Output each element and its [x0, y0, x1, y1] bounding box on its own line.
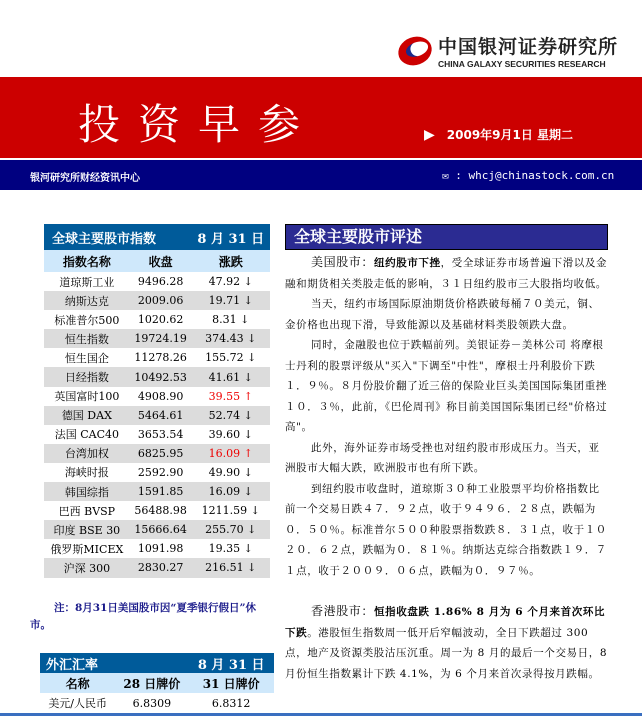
- table-row: [44, 406, 270, 425]
- cell-close: 1020.62: [137, 313, 184, 327]
- cell-name: 巴西 BVSP: [58, 504, 116, 518]
- cell-close: 2830.27: [130, 558, 192, 577]
- cell-name: 纳斯达克: [44, 291, 130, 310]
- cell-change: 41.61 ↓: [191, 367, 270, 386]
- hk-headline: 恒指收盘跌 1.86% 8 月为 6 个月来首次环比下跌: [285, 606, 606, 639]
- cell-close: 56488.98: [134, 504, 187, 518]
- cell-close: 1591.85: [130, 482, 192, 501]
- cell-name: 恒生国企: [64, 351, 109, 365]
- col-header: 指数名称: [44, 250, 130, 272]
- cell-change: 39.60 ↓: [208, 427, 253, 441]
- table-row: [44, 520, 270, 539]
- paragraph: 当天，纽约市场国际原油期货价格跌破每桶７０美元，铜、金价格也出现下滑，导致能源以及基础材料类股领跌大盘。: [285, 298, 600, 331]
- table-row: [44, 387, 270, 406]
- table-row: [44, 291, 270, 310]
- col-header: 31 日牌价: [188, 673, 274, 693]
- cell-close: 10492.53: [130, 367, 192, 386]
- cell-change: 47.92 ↓: [208, 275, 253, 289]
- table-title: 全球主要股市指数: [44, 224, 191, 250]
- date-text: 2009年9月1日 星期二: [446, 128, 574, 142]
- cell-change: 19.71 ↓: [191, 291, 270, 310]
- col-header: 收盘: [130, 250, 192, 272]
- table-row: [44, 501, 270, 520]
- company-logo: [398, 32, 618, 69]
- col-header: 涨跌: [191, 250, 270, 272]
- cell-close: 11278.26: [134, 351, 187, 365]
- cell-change: 16.09 ↓: [191, 482, 270, 501]
- table-row: [44, 348, 270, 367]
- col-header: 28 日牌价: [115, 673, 188, 693]
- cell-name: 沪深 300: [44, 558, 130, 577]
- us-lead: 美国股市：: [311, 255, 375, 269]
- fx-28: 6.8309: [132, 696, 172, 710]
- fx-table: [40, 653, 274, 713]
- paragraph: [285, 601, 610, 684]
- report-date: [424, 126, 573, 143]
- cell-change: 155.72 ↓: [205, 351, 257, 365]
- table-date: 8 月 31 日: [188, 653, 274, 673]
- paragraph: 到纽约股市收盘时，道琼斯３０种工业股票平均价格指数比前一个交易日跌４７．９２点，收于９４９６．２８点，跌幅为０．５０％。标准普尔５００种股票指数跌８．３１点，收于１０２０．６２点，跌幅为０．８１％。纳斯达克综合指数跌１９．７１点，收于２００９．０６点，跌幅为０．９７％。: [285, 482, 607, 577]
- cell-name: 台湾加权: [44, 444, 130, 463]
- table-row: [44, 425, 270, 444]
- fx-31: 6.8312: [211, 696, 251, 710]
- global-index-table: [44, 224, 270, 578]
- cell-name: 标准普尔500: [54, 313, 120, 327]
- cell-close: 6825.95: [130, 444, 192, 463]
- table-row: [44, 272, 270, 291]
- cell-change: 19.35 ↓: [208, 542, 253, 556]
- holiday-note: 注：8月31日美国股市因“夏季银行假日”休市。: [30, 602, 256, 631]
- cell-change: 52.74 ↓: [191, 406, 270, 425]
- paragraph: 同时，金融股也位于跌幅前列。美银证券－美林公司 将摩根士丹利的股票评级从"买入"下调至"中性"，摩根士丹利股价下跌１．９％。８月份股价翻了近三倍的保险业巨头美国国际集团重挫１０．３％，此前，《巴伦周刊》称目前美国国际集团已经"价格过高"。: [285, 339, 608, 433]
- table-date: 8 月 31 日: [191, 224, 270, 250]
- cell-close: 2592.90: [137, 465, 184, 479]
- cell-name: 韩国综指: [44, 482, 130, 501]
- table-row: [40, 693, 274, 713]
- table-row: [44, 329, 270, 348]
- cell-change: 8.31 ↓: [212, 313, 250, 327]
- cell-name: 海峡时报: [64, 466, 109, 480]
- review-body: [285, 252, 610, 684]
- cell-name: 德国 DAX: [44, 406, 130, 425]
- cell-close: 3653.54: [137, 427, 184, 441]
- paragraph: 此外，海外证券市场受挫也对纽约股市形成压力。当天，亚洲股市大幅大跌，欧洲股市也有所下跌。: [285, 441, 600, 474]
- cell-name: 俄罗斯MICEX: [50, 542, 124, 556]
- table-row: [44, 367, 270, 386]
- cell-name: 印度 BSE 30: [44, 520, 130, 539]
- cell-name: 英国富时100: [54, 390, 120, 404]
- cell-name: 恒生指数: [44, 329, 130, 348]
- cell-close: 5464.61: [130, 406, 192, 425]
- cell-change: 16.09 ↑: [191, 444, 270, 463]
- cell-name: 道琼斯工业: [59, 275, 115, 289]
- play-arrow-icon: ▶: [424, 127, 435, 143]
- center-name: 银河研究所财经资讯中心: [30, 173, 140, 184]
- fx-name: 美元/人民币: [48, 697, 108, 710]
- cell-close: 15666.64: [130, 520, 192, 539]
- text: ，受全球证券市场普遍下滑以及金融和期货相关类股走低的影响，３１日纽约股市三大股指均收低。: [285, 257, 608, 290]
- report-title: 投资早参: [78, 100, 319, 149]
- cell-close: 19724.19: [130, 329, 192, 348]
- cell-change: 1211.59 ↓: [201, 504, 260, 518]
- cell-name: 法国 CAC40: [54, 428, 119, 442]
- email-link[interactable]: ✉ : whcj@chinastock.com.cn: [442, 169, 615, 182]
- table-row: [44, 558, 270, 577]
- paragraph: [285, 252, 610, 294]
- table-row: [44, 539, 270, 558]
- cell-change: 39.55 ↑: [208, 389, 253, 403]
- text: 。港股恒生指数周一低开后窄幅波动，全日下跌超过 300 点，地产及资源类股沽压沉重。周一为 8 月的最后一个交易日，8 月份恒生指数累计下跌 4.1%，为 6 个月来首次录得按月跌幅。: [285, 626, 608, 680]
- col-header: 名称: [40, 673, 115, 693]
- cell-close: 9496.28: [137, 275, 184, 289]
- cell-change: 216.51 ↓: [191, 558, 270, 577]
- galaxy-logo-icon: [394, 32, 436, 70]
- org-name-cn: 中国银河证券研究所: [438, 36, 619, 58]
- us-headline: 纽约股市下挫: [374, 257, 441, 269]
- cell-change: 49.90 ↓: [208, 465, 253, 479]
- table-row: [44, 444, 270, 463]
- cell-close: 1091.98: [137, 542, 184, 556]
- table-row: [44, 482, 270, 501]
- org-name-en: CHINA GALAXY SECURITIES RESEARCH: [438, 59, 606, 69]
- section-title: 全球主要股市评述: [285, 224, 608, 250]
- table-title: 外汇汇率: [40, 653, 188, 673]
- hk-lead: 香港股市：: [311, 604, 375, 618]
- table-row: [44, 310, 270, 329]
- table-row: [44, 463, 270, 482]
- cell-close: 2009.06: [130, 291, 192, 310]
- cell-change: 374.43 ↓: [191, 329, 270, 348]
- cell-change: 255.70 ↓: [191, 520, 270, 539]
- cell-close: 4908.90: [137, 389, 184, 403]
- cell-name: 日经指数: [44, 367, 130, 386]
